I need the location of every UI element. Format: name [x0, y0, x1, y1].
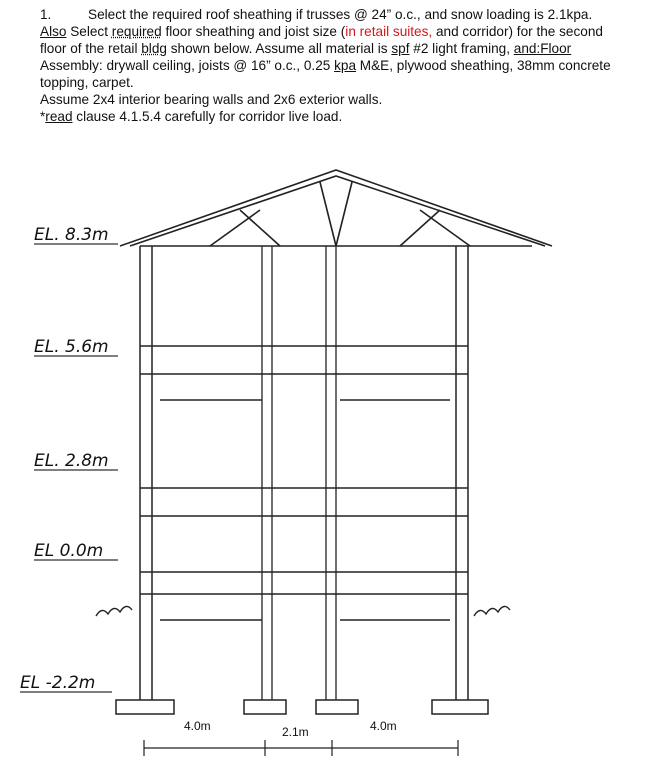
text-fragment: shown below. Assume all material is [166, 41, 392, 56]
span-label-3: 4.0m [370, 719, 397, 733]
floor-word: and:Floor [513, 41, 572, 56]
elevation-label-5: EL -2.2m [20, 673, 96, 693]
retail-suites-highlight: in retail suites, [345, 24, 433, 39]
required-word: required [111, 24, 162, 39]
text-fragment: floor of the retail [40, 41, 142, 56]
also-word: Also [40, 24, 67, 39]
problem-line-6: Assume 2x4 interior bearing walls and 2x6 exterior walls. [40, 92, 383, 107]
elevation-label-2: EL. 5.6m [34, 337, 109, 357]
roof-truss [120, 170, 552, 246]
building-section-sketch [0, 160, 670, 762]
problem-line-3 [40, 40, 662, 57]
bldg-word: bldg [141, 41, 167, 56]
exterior-walls [140, 246, 468, 700]
spf-word: spf [391, 41, 410, 56]
text-fragment: clause 4.1.5.4 carefully for corridor live load. [72, 109, 343, 124]
problem-line-7 [40, 108, 662, 125]
span-label-2: 2.1m [282, 725, 309, 739]
problem-line-5: topping, carpet. [40, 75, 134, 90]
building-section-svg [0, 160, 670, 762]
elevation-label-4: EL 0.0m [34, 541, 104, 561]
interior-walls [262, 246, 336, 700]
elevation-label-1: EL. 8.3m [34, 225, 109, 245]
floor-slabs [140, 346, 468, 620]
problem-text-1: Select the required roof sheathing if trusses @ 24” o.c., and snow loading is 2.1kpa. [88, 7, 593, 22]
problem-line-1 [40, 6, 662, 23]
text-fragment: Select [66, 24, 112, 39]
text-fragment: M&E, plywood sheathing, 38mm concrete [356, 58, 611, 73]
text-fragment: floor sheathing and joist size ( [161, 24, 346, 39]
problem-statement [40, 6, 662, 125]
dimension-line [144, 740, 458, 756]
read-word: read [45, 109, 73, 124]
grade-marks [96, 606, 510, 616]
text-fragment: Assembly: drywall ceiling, joists @ 16” o.c., 0.25 [40, 58, 335, 73]
text-fragment: and corridor) for the second [432, 24, 603, 39]
kpa-word: kpa [334, 58, 357, 73]
footings [116, 700, 488, 714]
problem-number: 1. [40, 7, 52, 22]
problem-line-2 [40, 23, 662, 40]
problem-line-4 [40, 57, 662, 74]
span-label-1: 4.0m [184, 719, 211, 733]
elevation-label-3: EL. 2.8m [34, 451, 109, 471]
text-fragment: #2 light framing, [409, 41, 514, 56]
text-fragment: * [40, 109, 46, 124]
